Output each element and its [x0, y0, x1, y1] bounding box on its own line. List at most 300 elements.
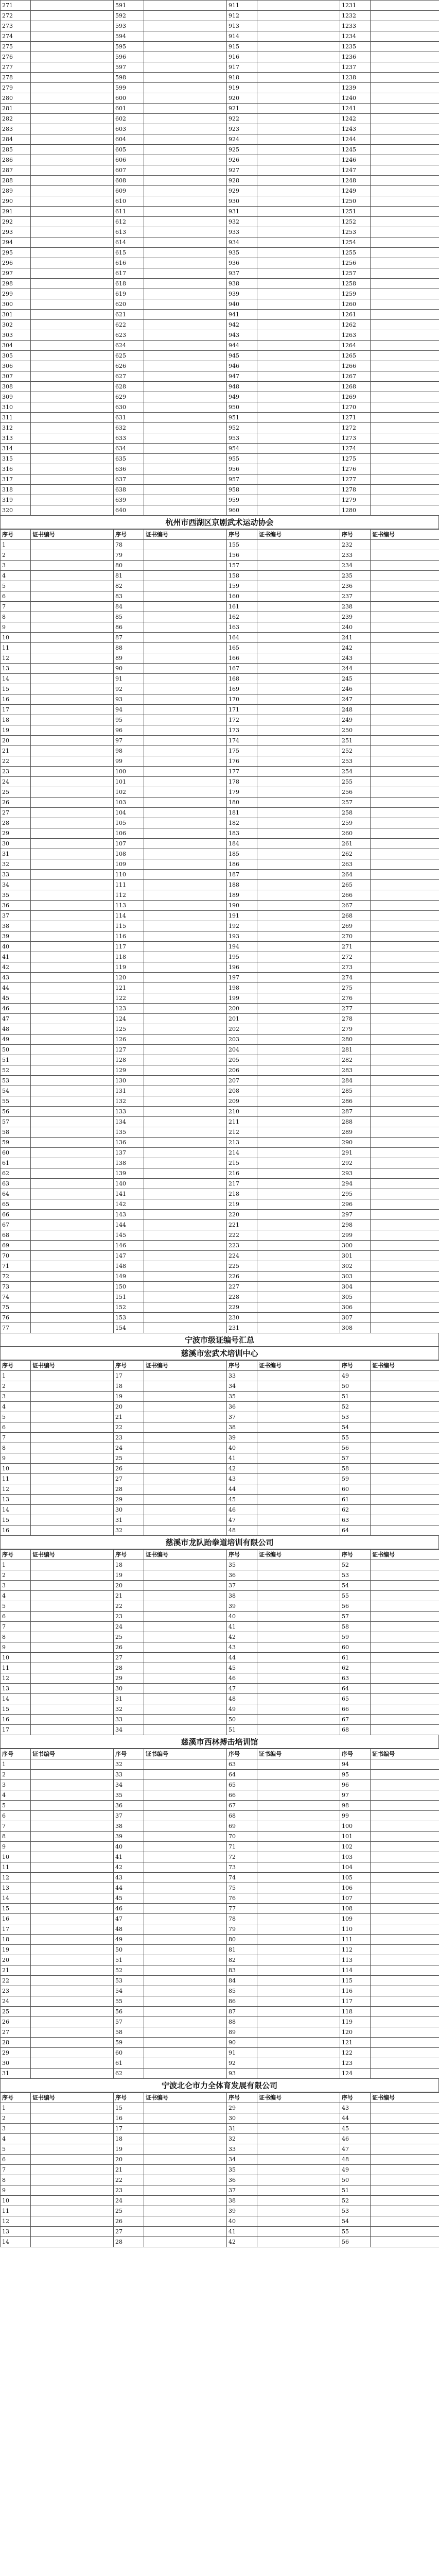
seq-cell: 948 — [227, 382, 257, 392]
cert-cell — [257, 207, 340, 217]
table-row — [1, 299, 439, 310]
cert-cell — [257, 1313, 340, 1323]
table-row — [1, 330, 439, 341]
seq-cell: 284 — [340, 1076, 371, 1086]
seq-cell: 95 — [340, 1770, 371, 1780]
seq-cell: 285 — [340, 1086, 371, 1096]
table-row — [1, 433, 439, 444]
table-row — [1, 962, 439, 973]
cert-cell — [144, 83, 227, 93]
seq-cell: 603 — [114, 124, 144, 134]
seq-cell: 957 — [227, 474, 257, 485]
seq-cell: 175 — [227, 746, 257, 756]
seq-cell: 13 — [1, 1883, 31, 1893]
cert-cell — [144, 1086, 227, 1096]
seq-cell: 939 — [227, 289, 257, 299]
cert-cell — [257, 21, 340, 31]
section-title: 杭州市西湖区京剧武术运动协会 — [0, 516, 439, 529]
cert-cell — [257, 2206, 340, 2216]
seq-cell: 286 — [340, 1096, 371, 1107]
cert-cell — [371, 83, 439, 93]
seq-cell: 30 — [227, 2113, 257, 2124]
seq-cell: 238 — [340, 602, 371, 612]
seq-cell: 43 — [114, 1873, 144, 1883]
seq-cell: 114 — [114, 911, 144, 921]
cert-cell — [144, 1560, 227, 1570]
cert-header: 证书编号 — [257, 1361, 340, 1371]
cert-cell — [31, 1464, 114, 1474]
cert-cell — [257, 571, 340, 581]
seq-cell: 937 — [227, 268, 257, 279]
table-row — [1, 839, 439, 849]
seq-cell: 48 — [227, 1526, 257, 1536]
table-row — [1, 870, 439, 880]
cert-cell — [371, 1642, 439, 1653]
cert-cell — [257, 1505, 340, 1515]
seq-cell: 45 — [114, 1893, 144, 1904]
cert-cell — [31, 643, 114, 653]
seq-cell: 26 — [114, 2216, 144, 2227]
seq-cell: 82 — [227, 1955, 257, 1965]
seq-cell: 299 — [340, 1230, 371, 1241]
table-row — [1, 1443, 439, 1453]
table-row — [1, 145, 439, 155]
table-row — [1, 1790, 439, 1801]
seq-cell: 64 — [227, 1770, 257, 1780]
cert-cell — [371, 1622, 439, 1632]
seq-cell: 15 — [114, 2103, 144, 2113]
cert-cell — [31, 1189, 114, 1199]
cert-cell — [31, 715, 114, 725]
cert-cell — [257, 1945, 340, 1955]
cert-cell — [144, 1004, 227, 1014]
cert-cell — [371, 1945, 439, 1955]
cert-cell — [371, 1904, 439, 1914]
seq-cell: 1247 — [340, 165, 371, 176]
seq-cell: 949 — [227, 392, 257, 402]
cert-cell — [31, 11, 114, 21]
cert-cell — [31, 279, 114, 289]
seq-cell: 147 — [114, 1251, 144, 1261]
cert-cell — [144, 1622, 227, 1632]
cert-cell — [144, 1526, 227, 1536]
seq-cell: 62 — [1, 1168, 31, 1179]
seq-cell: 192 — [227, 921, 257, 931]
seq-cell: 615 — [114, 248, 144, 258]
seq-header: 序号 — [340, 2093, 371, 2103]
cert-cell — [371, 1663, 439, 1673]
cert-cell — [371, 1591, 439, 1601]
cert-cell — [371, 684, 439, 694]
seq-cell: 4 — [1, 1790, 31, 1801]
seq-cell: 98 — [114, 746, 144, 756]
cert-cell — [144, 1811, 227, 1821]
cert-cell — [257, 145, 340, 155]
seq-cell: 46 — [340, 2134, 371, 2144]
seq-cell: 1276 — [340, 464, 371, 474]
seq-cell: 43 — [340, 2103, 371, 2113]
seq-cell: 87 — [114, 633, 144, 643]
cert-cell — [31, 1924, 114, 1935]
cert-cell — [257, 1653, 340, 1663]
cert-cell — [371, 1179, 439, 1189]
cert-cell — [371, 104, 439, 114]
table-row — [1, 983, 439, 993]
seq-cell: 31 — [1, 2069, 31, 2079]
cert-cell — [144, 612, 227, 622]
seq-cell: 103 — [114, 798, 144, 808]
seq-cell: 168 — [227, 674, 257, 684]
seq-cell: 40 — [227, 1612, 257, 1622]
seq-cell: 244 — [340, 664, 371, 674]
table-row — [1, 1873, 439, 1883]
seq-cell: 88 — [227, 2017, 257, 2027]
seq-cell: 59 — [340, 1632, 371, 1642]
cert-cell — [144, 52, 227, 62]
seq-cell: 61 — [1, 1158, 31, 1168]
seq-cell: 1249 — [340, 186, 371, 196]
cert-cell — [371, 1759, 439, 1770]
cert-cell — [144, 320, 227, 330]
table-row — [1, 1715, 439, 1725]
seq-cell: 63 — [227, 1759, 257, 1770]
seq-cell: 279 — [340, 1024, 371, 1035]
table-row — [1, 1292, 439, 1302]
seq-cell: 1268 — [340, 382, 371, 392]
cert-cell — [371, 299, 439, 310]
cert-cell — [31, 382, 114, 392]
seq-header: 序号 — [1, 1550, 31, 1560]
seq-cell: 209 — [227, 1096, 257, 1107]
cert-cell — [144, 2113, 227, 2124]
seq-cell: 26 — [1, 2017, 31, 2027]
seq-cell: 180 — [227, 798, 257, 808]
cert-cell — [31, 2027, 114, 2038]
table-row — [1, 1168, 439, 1179]
cert-cell — [31, 104, 114, 114]
table-row — [1, 1945, 439, 1955]
seq-cell: 37 — [1, 911, 31, 921]
cert-cell — [144, 2048, 227, 2058]
seq-cell: 177 — [227, 767, 257, 777]
cert-cell — [371, 1096, 439, 1107]
table-row — [1, 1976, 439, 1986]
seq-cell: 44 — [340, 2113, 371, 2124]
cert-cell — [371, 818, 439, 828]
cert-cell — [31, 1832, 114, 1842]
seq-cell: 35 — [227, 1560, 257, 1570]
seq-cell: 917 — [227, 62, 257, 73]
seq-cell: 24 — [1, 777, 31, 787]
seq-cell: 58 — [340, 1622, 371, 1632]
cert-cell — [257, 186, 340, 196]
seq-cell: 65 — [227, 1780, 257, 1790]
seq-cell: 115 — [340, 1976, 371, 1986]
seq-cell: 28 — [114, 1484, 144, 1495]
seq-cell: 278 — [1, 73, 31, 83]
cert-cell — [371, 155, 439, 165]
certificate-table — [0, 1749, 439, 2079]
seq-cell: 40 — [227, 2216, 257, 2227]
seq-cell: 608 — [114, 176, 144, 186]
seq-cell: 616 — [114, 258, 144, 268]
seq-cell: 15 — [1, 1904, 31, 1914]
cert-cell — [257, 52, 340, 62]
table-row — [1, 1780, 439, 1790]
seq-cell: 96 — [340, 1780, 371, 1790]
table-row — [1, 1, 439, 11]
table-row — [1, 413, 439, 423]
cert-cell — [31, 1024, 114, 1035]
cert-cell — [31, 351, 114, 361]
cert-cell — [31, 268, 114, 279]
cert-cell — [144, 931, 227, 942]
seq-cell: 102 — [340, 1842, 371, 1852]
seq-cell: 271 — [1, 1, 31, 11]
cert-cell — [371, 1996, 439, 2007]
cert-cell — [31, 2206, 114, 2216]
seq-cell: 77 — [227, 1904, 257, 1914]
cert-cell — [144, 1313, 227, 1323]
cert-cell — [144, 1292, 227, 1302]
cert-cell — [371, 258, 439, 268]
seq-cell: 189 — [227, 890, 257, 901]
seq-cell: 79 — [114, 550, 144, 561]
cert-cell — [144, 581, 227, 591]
table-row — [1, 767, 439, 777]
cert-cell — [31, 474, 114, 485]
seq-cell: 218 — [227, 1189, 257, 1199]
seq-cell: 56 — [114, 2007, 144, 2017]
table-row — [1, 402, 439, 413]
seq-cell: 1 — [1, 1759, 31, 1770]
seq-cell: 275 — [340, 983, 371, 993]
table-header-row — [1, 1749, 439, 1759]
cert-cell — [31, 849, 114, 859]
seq-cell: 33 — [1, 870, 31, 880]
table-row — [1, 454, 439, 464]
table-row — [1, 2058, 439, 2069]
seq-cell: 623 — [114, 330, 144, 341]
cert-cell — [257, 694, 340, 705]
seq-cell: 5 — [1, 1601, 31, 1612]
cert-cell — [31, 890, 114, 901]
cert-cell — [371, 1862, 439, 1873]
seq-cell: 601 — [114, 104, 144, 114]
cert-cell — [371, 1014, 439, 1024]
cert-cell — [371, 1560, 439, 1570]
cert-cell — [257, 474, 340, 485]
seq-cell: 259 — [340, 818, 371, 828]
cert-cell — [144, 1945, 227, 1955]
cert-cell — [371, 21, 439, 31]
cert-cell — [144, 1673, 227, 1684]
seq-cell: 614 — [114, 238, 144, 248]
table-row — [1, 31, 439, 42]
seq-cell: 54 — [340, 1422, 371, 1433]
cert-cell — [257, 505, 340, 516]
cert-cell — [144, 2027, 227, 2038]
seq-cell: 212 — [227, 1127, 257, 1138]
cert-cell — [371, 1392, 439, 1402]
cert-cell — [144, 402, 227, 413]
seq-cell: 16 — [1, 694, 31, 705]
seq-cell: 83 — [114, 591, 144, 602]
seq-cell: 101 — [340, 1832, 371, 1842]
cert-cell — [144, 11, 227, 21]
seq-cell: 183 — [227, 828, 257, 839]
cert-cell — [31, 1632, 114, 1642]
seq-cell: 274 — [340, 973, 371, 983]
seq-cell: 2 — [1, 1770, 31, 1780]
seq-cell: 27 — [1, 808, 31, 818]
seq-cell: 13 — [1, 1495, 31, 1505]
seq-cell: 71 — [1, 1261, 31, 1272]
cert-cell — [257, 227, 340, 238]
seq-cell: 612 — [114, 217, 144, 227]
cert-cell — [371, 371, 439, 382]
cert-cell — [371, 1601, 439, 1612]
seq-cell: 303 — [340, 1272, 371, 1282]
seq-cell: 139 — [114, 1168, 144, 1179]
seq-cell: 284 — [1, 134, 31, 145]
seq-cell: 50 — [340, 1381, 371, 1392]
cert-cell — [31, 1591, 114, 1601]
seq-cell: 13 — [1, 2227, 31, 2237]
cert-cell — [371, 2237, 439, 2247]
cert-cell — [371, 1261, 439, 1272]
seq-cell: 245 — [340, 674, 371, 684]
seq-cell: 1234 — [340, 31, 371, 42]
seq-header: 序号 — [114, 2093, 144, 2103]
seq-cell: 166 — [227, 653, 257, 664]
cert-cell — [257, 1821, 340, 1832]
cert-cell — [257, 1189, 340, 1199]
cert-cell — [371, 942, 439, 952]
cert-cell — [371, 2165, 439, 2175]
cert-cell — [257, 1220, 340, 1230]
seq-cell: 22 — [1, 1976, 31, 1986]
cert-cell — [31, 1759, 114, 1770]
cert-cell — [257, 2027, 340, 2038]
cert-cell — [31, 1179, 114, 1189]
seq-cell: 308 — [1, 382, 31, 392]
cert-cell — [371, 31, 439, 42]
seq-cell: 266 — [340, 890, 371, 901]
cert-cell — [371, 495, 439, 505]
seq-cell: 110 — [114, 870, 144, 880]
seq-cell: 78 — [114, 540, 144, 550]
seq-cell: 240 — [340, 622, 371, 633]
seq-cell: 21 — [1, 746, 31, 756]
cert-cell — [144, 2206, 227, 2216]
table-row — [1, 1759, 439, 1770]
seq-cell: 63 — [340, 1515, 371, 1526]
cert-cell — [144, 1179, 227, 1189]
cert-cell — [31, 2175, 114, 2185]
seq-cell: 201 — [227, 1014, 257, 1024]
cert-cell — [144, 289, 227, 299]
cert-cell — [371, 402, 439, 413]
table-row — [1, 581, 439, 591]
seq-cell: 591 — [114, 1, 144, 11]
cert-cell — [31, 2069, 114, 2079]
cert-cell — [257, 962, 340, 973]
cert-cell — [257, 664, 340, 674]
seq-cell: 210 — [227, 1107, 257, 1117]
seq-cell: 39 — [1, 931, 31, 942]
cert-cell — [257, 2069, 340, 2079]
cert-cell — [371, 73, 439, 83]
cert-cell — [31, 911, 114, 921]
seq-header: 序号 — [1, 1749, 31, 1759]
table-row — [1, 1323, 439, 1333]
cert-cell — [31, 1220, 114, 1230]
cert-cell — [371, 1189, 439, 1199]
seq-cell: 21 — [114, 2165, 144, 2175]
cert-cell — [257, 176, 340, 186]
cert-cell — [257, 361, 340, 371]
cert-cell — [144, 2069, 227, 2079]
cert-cell — [144, 973, 227, 983]
cert-cell — [257, 674, 340, 684]
seq-cell: 597 — [114, 62, 144, 73]
cert-cell — [31, 2165, 114, 2175]
seq-cell: 66 — [227, 1790, 257, 1801]
cert-cell — [31, 684, 114, 694]
cert-cell — [31, 1422, 114, 1433]
table-row — [1, 258, 439, 268]
cert-header: 证书编号 — [31, 1749, 114, 1759]
cert-cell — [257, 1862, 340, 1873]
table-row — [1, 1893, 439, 1904]
seq-cell: 58 — [340, 1464, 371, 1474]
seq-cell: 1265 — [340, 351, 371, 361]
seq-cell: 926 — [227, 155, 257, 165]
cert-cell — [371, 474, 439, 485]
section-title: 慈溪市西林搏击培训馆 — [0, 1735, 439, 1749]
cert-cell — [31, 2048, 114, 2058]
cert-cell — [371, 1251, 439, 1261]
cert-cell — [144, 746, 227, 756]
seq-cell: 49 — [114, 1935, 144, 1945]
seq-cell: 68 — [340, 1725, 371, 1735]
cert-cell — [144, 942, 227, 952]
cert-cell — [144, 2155, 227, 2165]
table-row — [1, 550, 439, 561]
seq-cell: 55 — [340, 1591, 371, 1601]
table-row — [1, 622, 439, 633]
seq-cell: 65 — [1, 1199, 31, 1210]
cert-cell — [371, 1632, 439, 1642]
seq-cell: 1267 — [340, 371, 371, 382]
table-header-row — [1, 2093, 439, 2103]
table-row — [1, 973, 439, 983]
seq-cell: 118 — [114, 952, 144, 962]
seq-cell: 960 — [227, 505, 257, 516]
seq-cell: 1 — [1, 540, 31, 550]
seq-cell: 1245 — [340, 145, 371, 155]
seq-cell: 273 — [340, 962, 371, 973]
seq-cell: 912 — [227, 11, 257, 21]
seq-cell: 955 — [227, 454, 257, 464]
cert-cell — [257, 890, 340, 901]
cert-cell — [144, 1168, 227, 1179]
cert-cell — [144, 993, 227, 1004]
seq-cell: 22 — [1, 756, 31, 767]
cert-cell — [144, 622, 227, 633]
cert-cell — [257, 1526, 340, 1536]
